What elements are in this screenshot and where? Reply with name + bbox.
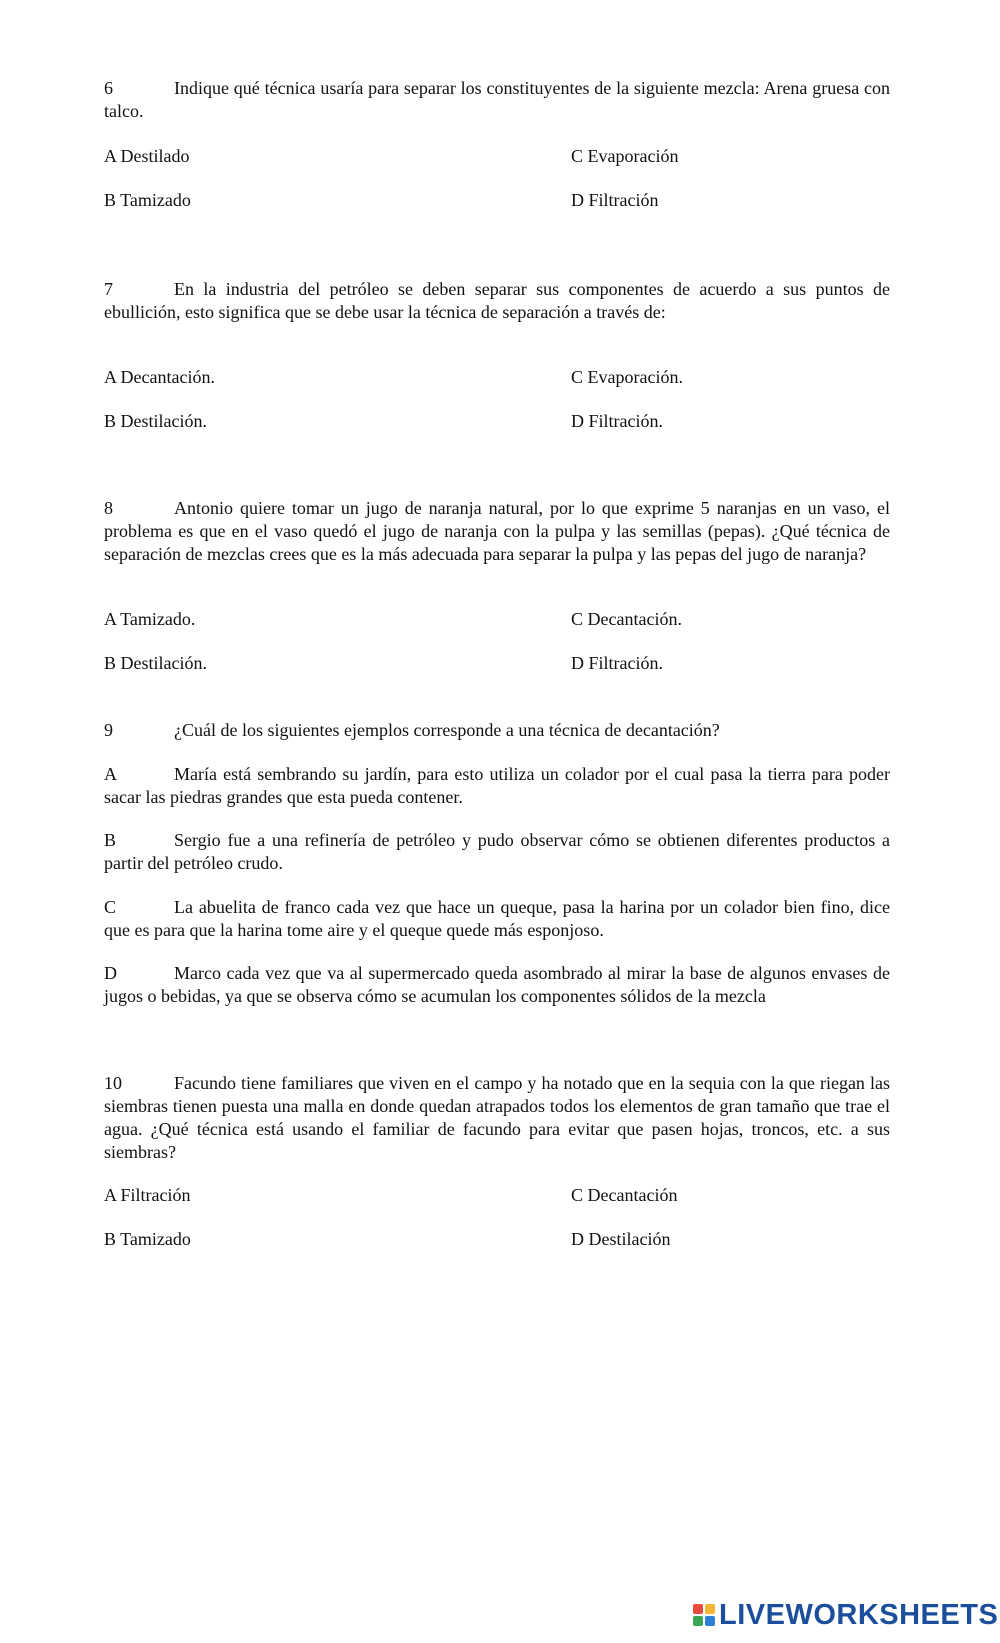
q7-option-b[interactable]: B Destilación. (104, 411, 207, 431)
q10-option-c[interactable]: C Decantación (571, 1185, 678, 1205)
case-letter: C (104, 897, 117, 917)
logo-square-1 (693, 1604, 703, 1614)
logo-square-2 (705, 1604, 715, 1614)
case-letter: B (104, 830, 117, 850)
question-text: ¿Cuál de los siguientes ejemplos corresponde a una técnica de decantación? (174, 720, 720, 740)
q8-option-c[interactable]: C Decantación. (571, 609, 682, 629)
logo-square-4 (705, 1616, 715, 1626)
q9-case-d[interactable] (104, 962, 890, 1008)
logo-grid-icon (693, 1604, 715, 1626)
q7-option-d[interactable]: D Filtración. (571, 411, 663, 431)
question-number: 10 (104, 1073, 122, 1093)
q10-option-d[interactable]: D Destilación (571, 1229, 671, 1249)
q7-option-a[interactable]: A Decantación. (104, 367, 215, 387)
q8-option-b[interactable]: B Destilación. (104, 653, 207, 673)
case-text: Marco cada vez que va al supermercado queda asombrado al mirar la base de algunos envases de jugos o bebidas, ya que se observa cómo se acumulan los componentes sólidos de la mezcla (104, 963, 890, 1006)
question-number: 8 (104, 498, 113, 518)
question-number: 6 (104, 78, 113, 98)
q9-case-a[interactable] (104, 763, 890, 809)
q6-option-b[interactable]: B Tamizado (104, 190, 191, 210)
q9-case-b[interactable] (104, 829, 890, 875)
logo-square-3 (693, 1616, 703, 1626)
q8-option-d[interactable]: D Filtración. (571, 653, 663, 673)
case-letter: A (104, 764, 117, 784)
q6-option-a[interactable]: A Destilado (104, 146, 190, 166)
question-number: 9 (104, 720, 113, 740)
q8-option-a[interactable]: A Tamizado. (104, 609, 196, 629)
question-7 (104, 278, 890, 324)
question-8 (104, 497, 890, 566)
logo-text: LIVEWORKSHEETS (719, 1598, 999, 1631)
liveworksheets-logo[interactable] (693, 1598, 998, 1632)
question-10 (104, 1072, 890, 1164)
question-6 (104, 77, 890, 123)
q6-option-c[interactable]: C Evaporación (571, 146, 679, 166)
case-text: María está sembrando su jardín, para esto utiliza un colador por el cual pasa la tierra para poder sacar las piedras grandes que esta pueda contener. (104, 764, 890, 807)
case-text: Sergio fue a una refinería de petróleo y pudo observar cómo se obtienen diferentes productos a partir del petróleo crudo. (104, 830, 890, 873)
case-letter: D (104, 963, 117, 983)
question-text: Indique qué técnica usaría para separar los constituyentes de la siguiente mezcla: Arena gruesa con talco. (104, 78, 890, 121)
question-text: Antonio quiere tomar un jugo de naranja natural, por lo que exprime 5 naranjas en un vaso, el problema es que en el vaso quedó el jugo de naranja con la pulpa y las semillas (pepas). ¿Qué técnica de separación de mezclas crees que es la más adecuada para separar la pulpa y las pepas del jugo de naranja? (104, 498, 890, 564)
q7-option-c[interactable]: C Evaporación. (571, 367, 683, 387)
q10-option-b[interactable]: B Tamizado (104, 1229, 191, 1249)
case-text: La abuelita de franco cada vez que hace un queque, pasa la harina por un colador bien fino, dice que es para que la harina tome aire y el queque quede más esponjoso. (104, 897, 890, 940)
question-number: 7 (104, 279, 113, 299)
q9-case-c[interactable] (104, 896, 890, 942)
q10-option-a[interactable]: A Filtración (104, 1185, 191, 1205)
q6-option-d[interactable]: D Filtración (571, 190, 659, 210)
question-text: Facundo tiene familiares que viven en el campo y ha notado que en la sequia con la que riegan las siembras tienen puesta una malla en donde quedan atrapados todos los elementos de gran tamaño que trae el agua. ¿Qué técnica está usando el familiar de facundo para evitar que pasen hojas, troncos, etc. a sus siembras? (104, 1073, 890, 1162)
question-text: En la industria del petróleo se deben separar sus componentes de acuerdo a sus puntos de ebullición, esto significa que se debe usar la técnica de separación a través de: (104, 279, 890, 322)
question-9 (104, 719, 890, 742)
